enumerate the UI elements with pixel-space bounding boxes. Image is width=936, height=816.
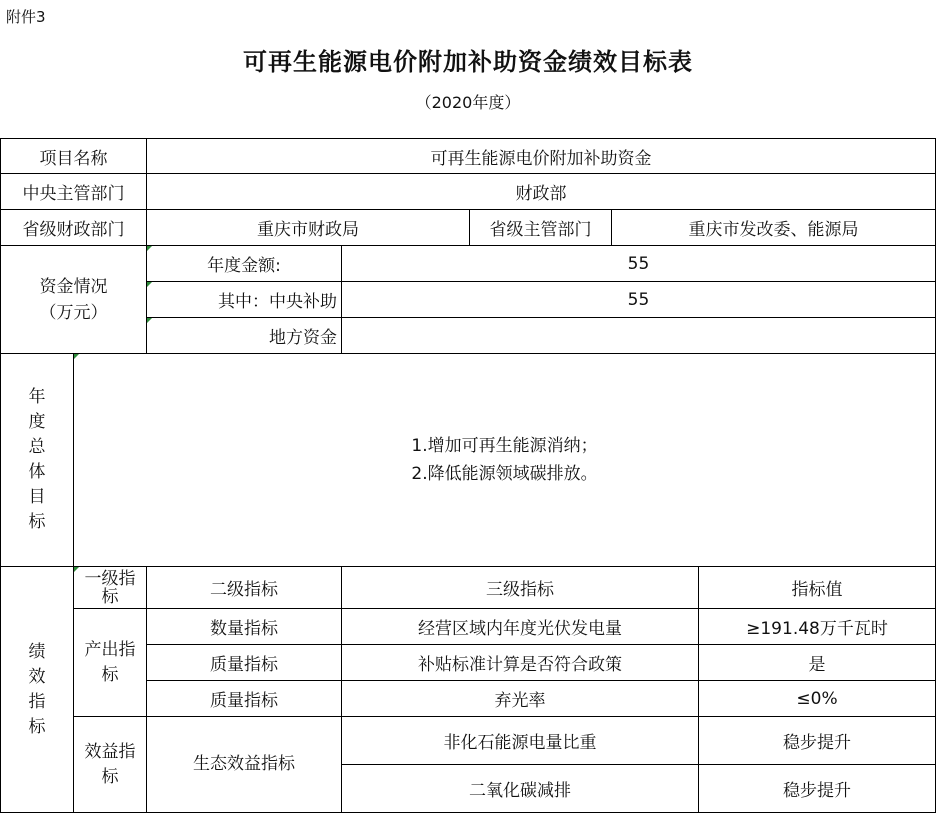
table-row [1,210,936,246]
page-title: 可再生能源电价附加补助资金绩效目标表 [243,48,693,76]
header-level1: 一级指标 [74,567,147,609]
performance-goal-table [0,138,936,813]
provincial-finance-value: 重庆市财政局 [147,210,470,246]
goal-line-2: 2.降低能源领域碳排放。 [411,464,598,484]
output-value: 是 [699,645,936,681]
output-indicator-label: 产出指标 [74,609,147,717]
provincial-dept-label: 省级主管部门 [470,210,612,246]
annual-amount-value: 55 [342,246,936,282]
central-dept-value: 财政部 [147,174,936,210]
project-name-label: 项目名称 [1,139,147,174]
central-subsidy-label: 其中：中央补助 [147,282,342,318]
benefit-level3: 非化石能源电量比重 [342,717,699,765]
header-level3: 三级指标 [342,567,699,609]
output-value: ≥191.48万千瓦时 [699,609,936,645]
funds-label: 资金情况 （万元） [1,246,147,354]
provincial-dept-value: 重庆市发改委、能源局 [612,210,936,246]
table-row [1,174,936,210]
table-row [1,354,936,567]
performance-label-text: 绩 效 指 标 [28,641,46,737]
benefit-indicator-label: 效益指标 [74,717,147,813]
benefit-value: 稳步提升 [699,717,936,765]
benefit-level3: 二氧化碳减排 [342,765,699,813]
annual-goals-label-text: 年 度 总 体 目 标 [28,387,46,532]
benefit-level2: 生态效益指标 [147,717,342,813]
table-row [1,246,936,282]
output-level2: 质量指标 [147,645,342,681]
annual-goals-content [74,354,936,567]
table-row [1,567,936,609]
output-level2: 数量指标 [147,609,342,645]
year-subtitle: （2020年度） [415,93,521,112]
local-funds-label: 地方资金 [147,318,342,354]
provincial-finance-label: 省级财政部门 [1,210,147,246]
central-dept-label: 中央主管部门 [1,174,147,210]
attachment-label: 附件3 [6,8,46,26]
benefit-value: 稳步提升 [699,765,936,813]
goal-line-1: 1.增加可再生能源消纳； [411,436,598,456]
central-subsidy-value: 55 [342,282,936,318]
output-level3: 补贴标准计算是否符合政策 [342,645,699,681]
table-row [1,609,936,645]
output-level2: 质量指标 [147,681,342,717]
annual-amount-label: 年度金额: [147,246,342,282]
table-row [1,139,936,174]
header-level2: 二级指标 [147,567,342,609]
output-level3: 经营区域内年度光伏发电量 [342,609,699,645]
performance-label [1,567,74,813]
table-row [1,717,936,765]
annual-goals-label [1,354,74,567]
output-value: ≤0% [699,681,936,717]
project-name-value: 可再生能源电价附加补助资金 [147,139,936,174]
local-funds-value [342,318,936,354]
header-value: 指标值 [699,567,936,609]
output-level3: 弃光率 [342,681,699,717]
